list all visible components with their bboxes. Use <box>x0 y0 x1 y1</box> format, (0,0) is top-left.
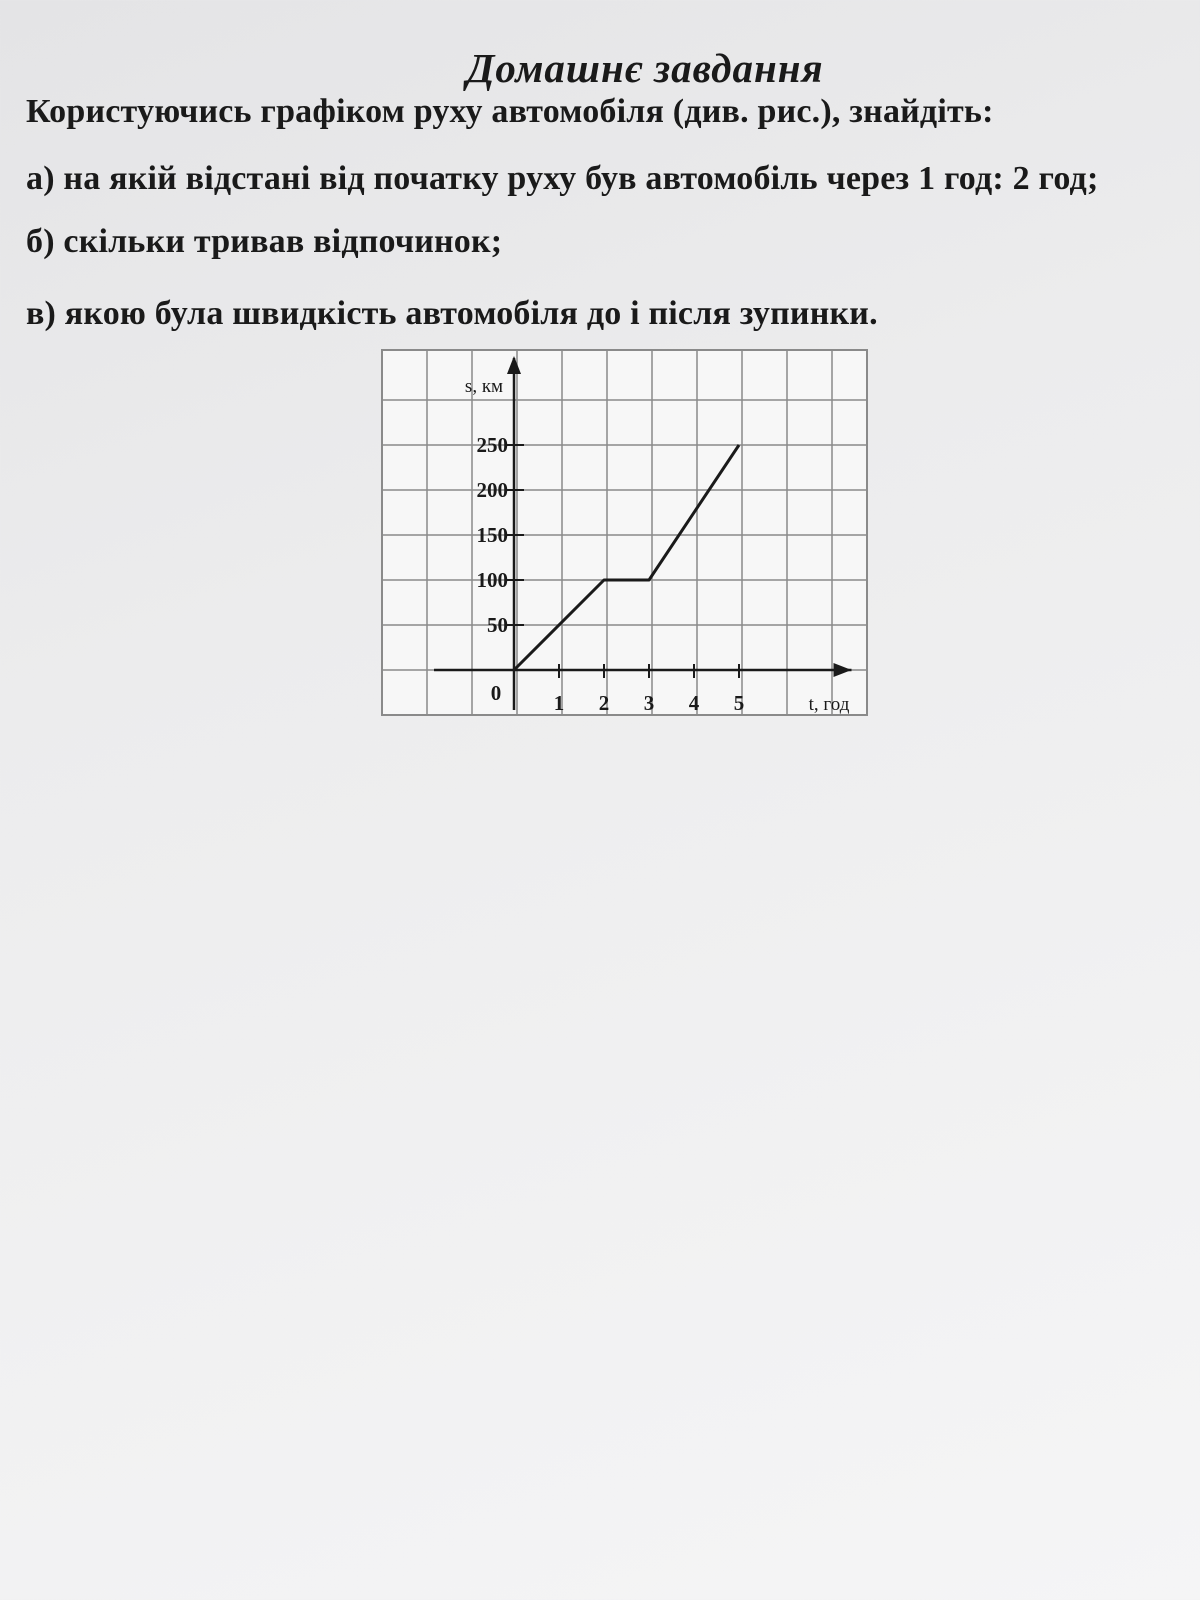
task-item-b: б) скільки тривав відпочинок; <box>26 223 503 260</box>
x-tick-label: 2 <box>598 691 610 715</box>
motion-graph-svg <box>380 350 900 750</box>
x-tick-label: 3 <box>643 691 655 715</box>
y-tick-label: 150 <box>476 523 508 547</box>
task-item-a: а) на якій відстані від початку руху був автомобіль через 1 год: 2 год; <box>26 160 1099 197</box>
y-tick-label: 50 <box>487 613 508 637</box>
x-axis-label: t, год <box>808 694 850 715</box>
origin-label: 0 <box>490 681 502 705</box>
x-tick-label: 1 <box>553 691 565 715</box>
page-title: Домашнє завдання <box>466 45 824 91</box>
task-intro: Користуючись графіком руху автомобіля (див. рис.), знайдіть: <box>26 93 994 130</box>
grid-border <box>382 350 867 715</box>
y-tick-label: 250 <box>476 433 508 457</box>
task-item-c: в) якою була швидкість автомобіля до і після зупинки. <box>26 295 878 332</box>
y-tick-label: 200 <box>476 478 508 502</box>
y-axis-label: s, км <box>464 376 504 397</box>
x-tick-label: 4 <box>688 691 700 715</box>
x-tick-label: 5 <box>733 691 745 715</box>
motion-graph <box>380 350 900 750</box>
y-tick-label: 100 <box>476 568 508 592</box>
